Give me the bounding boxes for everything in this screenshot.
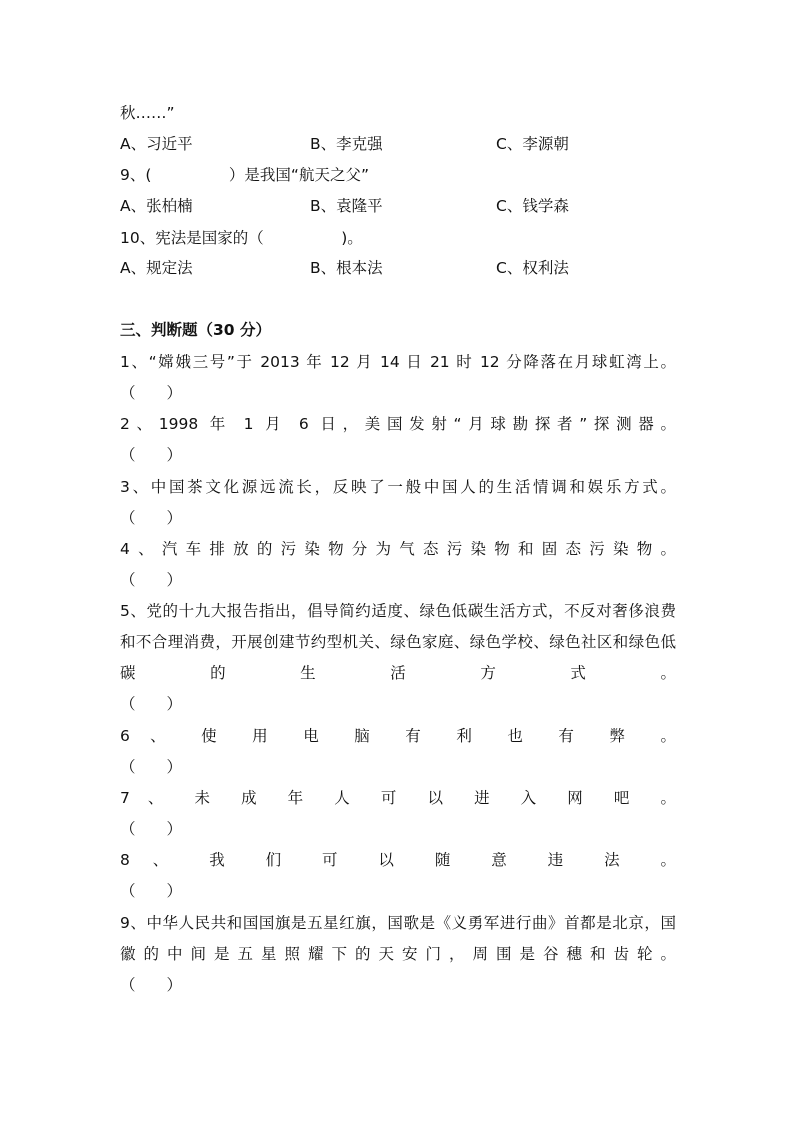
tf-item-1-answer-bracket: （ ） — [120, 384, 183, 402]
tf-item-7-answer-bracket: （ ） — [120, 820, 183, 838]
tf-item-9-answer-bracket: （ ） — [120, 976, 183, 994]
q10-option-b: B、根本法 — [310, 259, 383, 277]
tf-item-7: 7 、 未 成 年 人 可 以 进 入 网 吧 。 — [120, 789, 676, 807]
tf-item-4: 4、汽车排放的污染物分为气态污染物和固态污染物。 — [120, 540, 676, 558]
tf-item-5-line-2: 和不合理消费，开展创建节约型机关、绿色家庭、绿色学校、绿色社区和绿色低 — [120, 633, 676, 651]
tf-item-5-line-1: 5、党的十九大报告指出，倡导简约适度、绿色低碳生活方式，不反对奢侈浪费 — [120, 602, 676, 620]
q9-option-c: C、钱学森 — [496, 197, 569, 215]
tf-item-6-answer-bracket: （ ） — [120, 758, 183, 776]
tf-item-1: 1、“嫦娥三号”于 2013 年 12 月 14 日 21 时 12 分降落在月球虹湾上。 — [120, 353, 676, 371]
tf-item-3-answer-bracket: （ ） — [120, 509, 183, 527]
q8-option-b: B、李克强 — [310, 135, 383, 153]
q8-tail: 秋……” — [120, 104, 175, 122]
q9-question: 9、( ）是我国“航天之父” — [120, 166, 369, 184]
q10-option-c: C、权利法 — [496, 259, 569, 277]
q9-option-b: B、袁隆平 — [310, 197, 383, 215]
q8-options — [120, 132, 676, 156]
q10-question: 10、宪法是国家的（ )。 — [120, 229, 363, 247]
tf-item-8-answer-bracket: （ ） — [120, 882, 183, 900]
tf-item-5-answer-bracket: （ ） — [120, 695, 183, 713]
tf-item-9-line-1: 9、中华人民共和国国旗是五星红旗，国歌是《义勇军进行曲》首都是北京，国 — [120, 914, 676, 932]
section-title-judgment: 三、判断题（30 分） — [120, 321, 271, 339]
tf-item-2: 2、1998 年 1 月 6 日，美国发射“月球勘探者”探测器。 — [120, 415, 676, 433]
tf-item-6: 6 、 使 用 电 脑 有 利 也 有 弊 。 — [120, 727, 676, 745]
tf-item-9-line-2: 徽的中间是五星照耀下的天安门，周围是谷穗和齿轮。 — [120, 945, 676, 963]
q9-options — [120, 194, 676, 218]
q8-option-c: C、李源朝 — [496, 135, 569, 153]
tf-item-5-line-3: 碳 的 生 活 方 式 。 — [120, 664, 676, 682]
q8-option-a: A、习近平 — [120, 135, 193, 153]
q10-options — [120, 256, 676, 280]
tf-item-4-answer-bracket: （ ） — [120, 571, 183, 589]
tf-item-8: 8 、 我 们 可 以 随 意 违 法 。 — [120, 851, 676, 869]
tf-item-2-answer-bracket: （ ） — [120, 446, 183, 464]
q9-option-a: A、张柏楠 — [120, 197, 193, 215]
tf-item-3: 3、中国茶文化源远流长，反映了一般中国人的生活情调和娱乐方式。 — [120, 478, 676, 496]
q10-option-a: A、规定法 — [120, 259, 193, 277]
